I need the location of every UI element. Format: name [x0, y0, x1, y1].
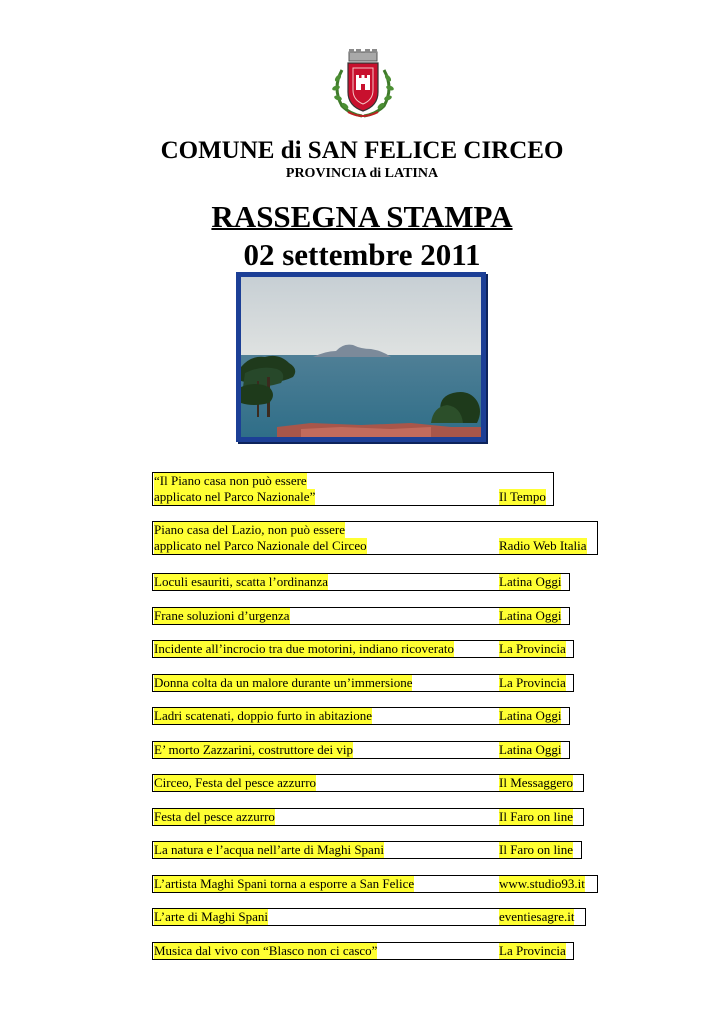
article-title: Ladri scatenati, doppio furto in abitazione	[154, 708, 373, 723]
article-line	[153, 641, 573, 657]
article-line	[153, 675, 573, 691]
article-line	[153, 574, 569, 590]
article-source: Latina Oggi	[499, 708, 562, 723]
article-line	[153, 489, 553, 505]
article-title: L’artista Maghi Spani torna a esporre a San Felice	[154, 876, 415, 891]
article-title: Frane soluzioni d’urgenza	[154, 608, 290, 623]
article-title: Musica dal vivo con “Blasco non ci casco”	[154, 943, 378, 958]
article-source: www.studio93.it	[499, 876, 585, 891]
article-title: L’arte di Maghi Spani	[154, 909, 268, 924]
article-line	[153, 876, 597, 892]
article-line	[153, 608, 569, 624]
article-source: La Provincia	[499, 943, 566, 958]
coat-of-arms-icon	[328, 48, 398, 120]
article-entry	[152, 808, 584, 826]
article-source: eventiesagre.it	[499, 909, 575, 924]
article-source: La Provincia	[499, 675, 566, 690]
article-line	[153, 473, 553, 489]
municipality-name: COMUNE di SAN FELICE CIRCEO	[160, 137, 564, 164]
article-entry	[152, 521, 598, 555]
article-entry	[152, 841, 582, 859]
article-source: Il Tempo	[499, 489, 546, 504]
article-line	[153, 522, 597, 538]
article-entry	[152, 607, 570, 625]
province-name: PROVINCIA di LATINA	[285, 166, 439, 181]
article-title: La natura e l’acqua nell’arte di Maghi Spani	[154, 842, 384, 857]
document-title	[0, 198, 724, 236]
article-source: Latina Oggi	[499, 574, 562, 589]
article-entry	[152, 573, 570, 591]
article-line	[153, 538, 597, 554]
article-title: applicato nel Parco Nazionale del Circeo	[154, 538, 367, 553]
article-title: Incidente all’incrocio tra due motorini, indiano ricoverato	[154, 641, 454, 656]
article-entry	[152, 707, 570, 725]
article-title: Donna colta da un malore durante un’immersione	[154, 675, 413, 690]
article-entry	[152, 472, 554, 506]
seascape-photo	[236, 272, 486, 442]
article-title: “Il Piano casa non può essere	[154, 473, 307, 488]
article-line	[153, 742, 569, 758]
article-line	[153, 775, 583, 791]
article-line	[153, 842, 581, 858]
seascape-photo-icon	[241, 277, 481, 437]
article-entry	[152, 908, 586, 926]
article-line	[153, 943, 573, 959]
article-source: Latina Oggi	[499, 608, 562, 623]
article-source: Il Faro on line	[499, 809, 574, 824]
article-source: Il Faro on line	[499, 842, 574, 857]
article-line	[153, 708, 569, 724]
article-source: Il Messaggero	[499, 775, 574, 790]
article-source: Radio Web Italia	[499, 538, 587, 553]
article-entry	[152, 774, 584, 792]
article-title: applicato nel Parco Nazionale”	[154, 489, 316, 504]
document-title-text: RASSEGNA STAMPA	[211, 199, 513, 234]
article-title: Piano casa del Lazio, non può essere	[154, 522, 345, 537]
article-title: E’ morto Zazzarini, costruttore dei vip	[154, 742, 354, 757]
article-source: La Provincia	[499, 641, 566, 656]
article-entry	[152, 875, 598, 893]
article-entry	[152, 674, 574, 692]
article-source: Latina Oggi	[499, 742, 562, 757]
document-date: 02 settembre 2011	[243, 237, 481, 272]
article-title: Festa del pesce azzurro	[154, 809, 275, 824]
article-line	[153, 909, 585, 925]
article-line	[153, 809, 583, 825]
article-entry	[152, 942, 574, 960]
article-entry	[152, 640, 574, 658]
article-entry	[152, 741, 570, 759]
article-title: Loculi esauriti, scatta l’ordinanza	[154, 574, 328, 589]
article-title: Circeo, Festa del pesce azzurro	[154, 775, 317, 790]
